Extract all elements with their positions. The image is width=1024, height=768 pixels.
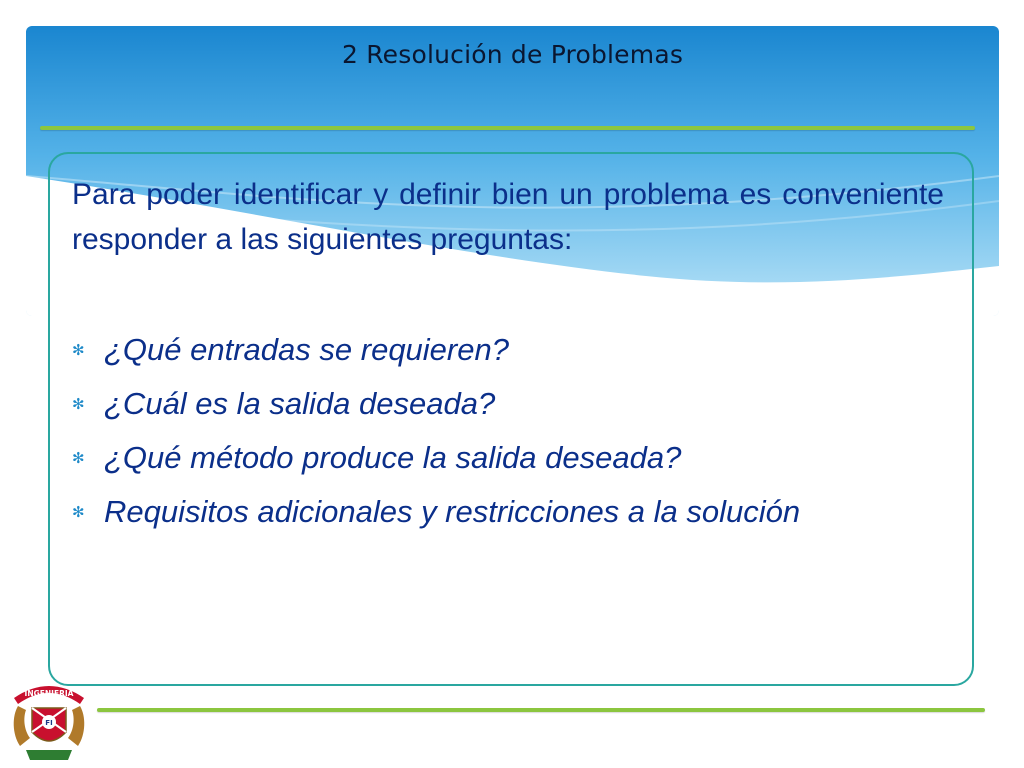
list-item-text: ¿Qué método produce la salida deseada? bbox=[104, 440, 682, 475]
list-item bbox=[72, 431, 800, 485]
list-item-text: Requisitos adicionales y restricciones a la solución bbox=[104, 494, 801, 529]
asterisk-bullet-icon: ✻ bbox=[72, 449, 85, 467]
bottom-divider bbox=[97, 708, 985, 712]
asterisk-bullet-icon: ✻ bbox=[72, 395, 85, 413]
list-item bbox=[72, 323, 800, 377]
list-item bbox=[72, 485, 800, 539]
logo-initials: FI bbox=[45, 719, 53, 727]
list-item bbox=[72, 377, 800, 431]
list-item-text: ¿Cuál es la salida deseada? bbox=[104, 386, 496, 421]
intro-paragraph: Para poder identificar y definir bien un problema es conveniente responder a las siguientes preguntas: bbox=[72, 178, 944, 256]
asterisk-bullet-icon: ✻ bbox=[72, 503, 85, 521]
slide-title: 2 Resolución de Problemas bbox=[341, 40, 684, 69]
logo-text: INGENIERIA bbox=[24, 689, 74, 698]
list-item-text: ¿Qué entradas se requieren? bbox=[104, 332, 509, 367]
ingenieria-logo bbox=[8, 676, 90, 764]
question-list bbox=[72, 323, 800, 539]
top-divider bbox=[40, 126, 975, 130]
asterisk-bullet-icon: ✻ bbox=[72, 341, 85, 359]
